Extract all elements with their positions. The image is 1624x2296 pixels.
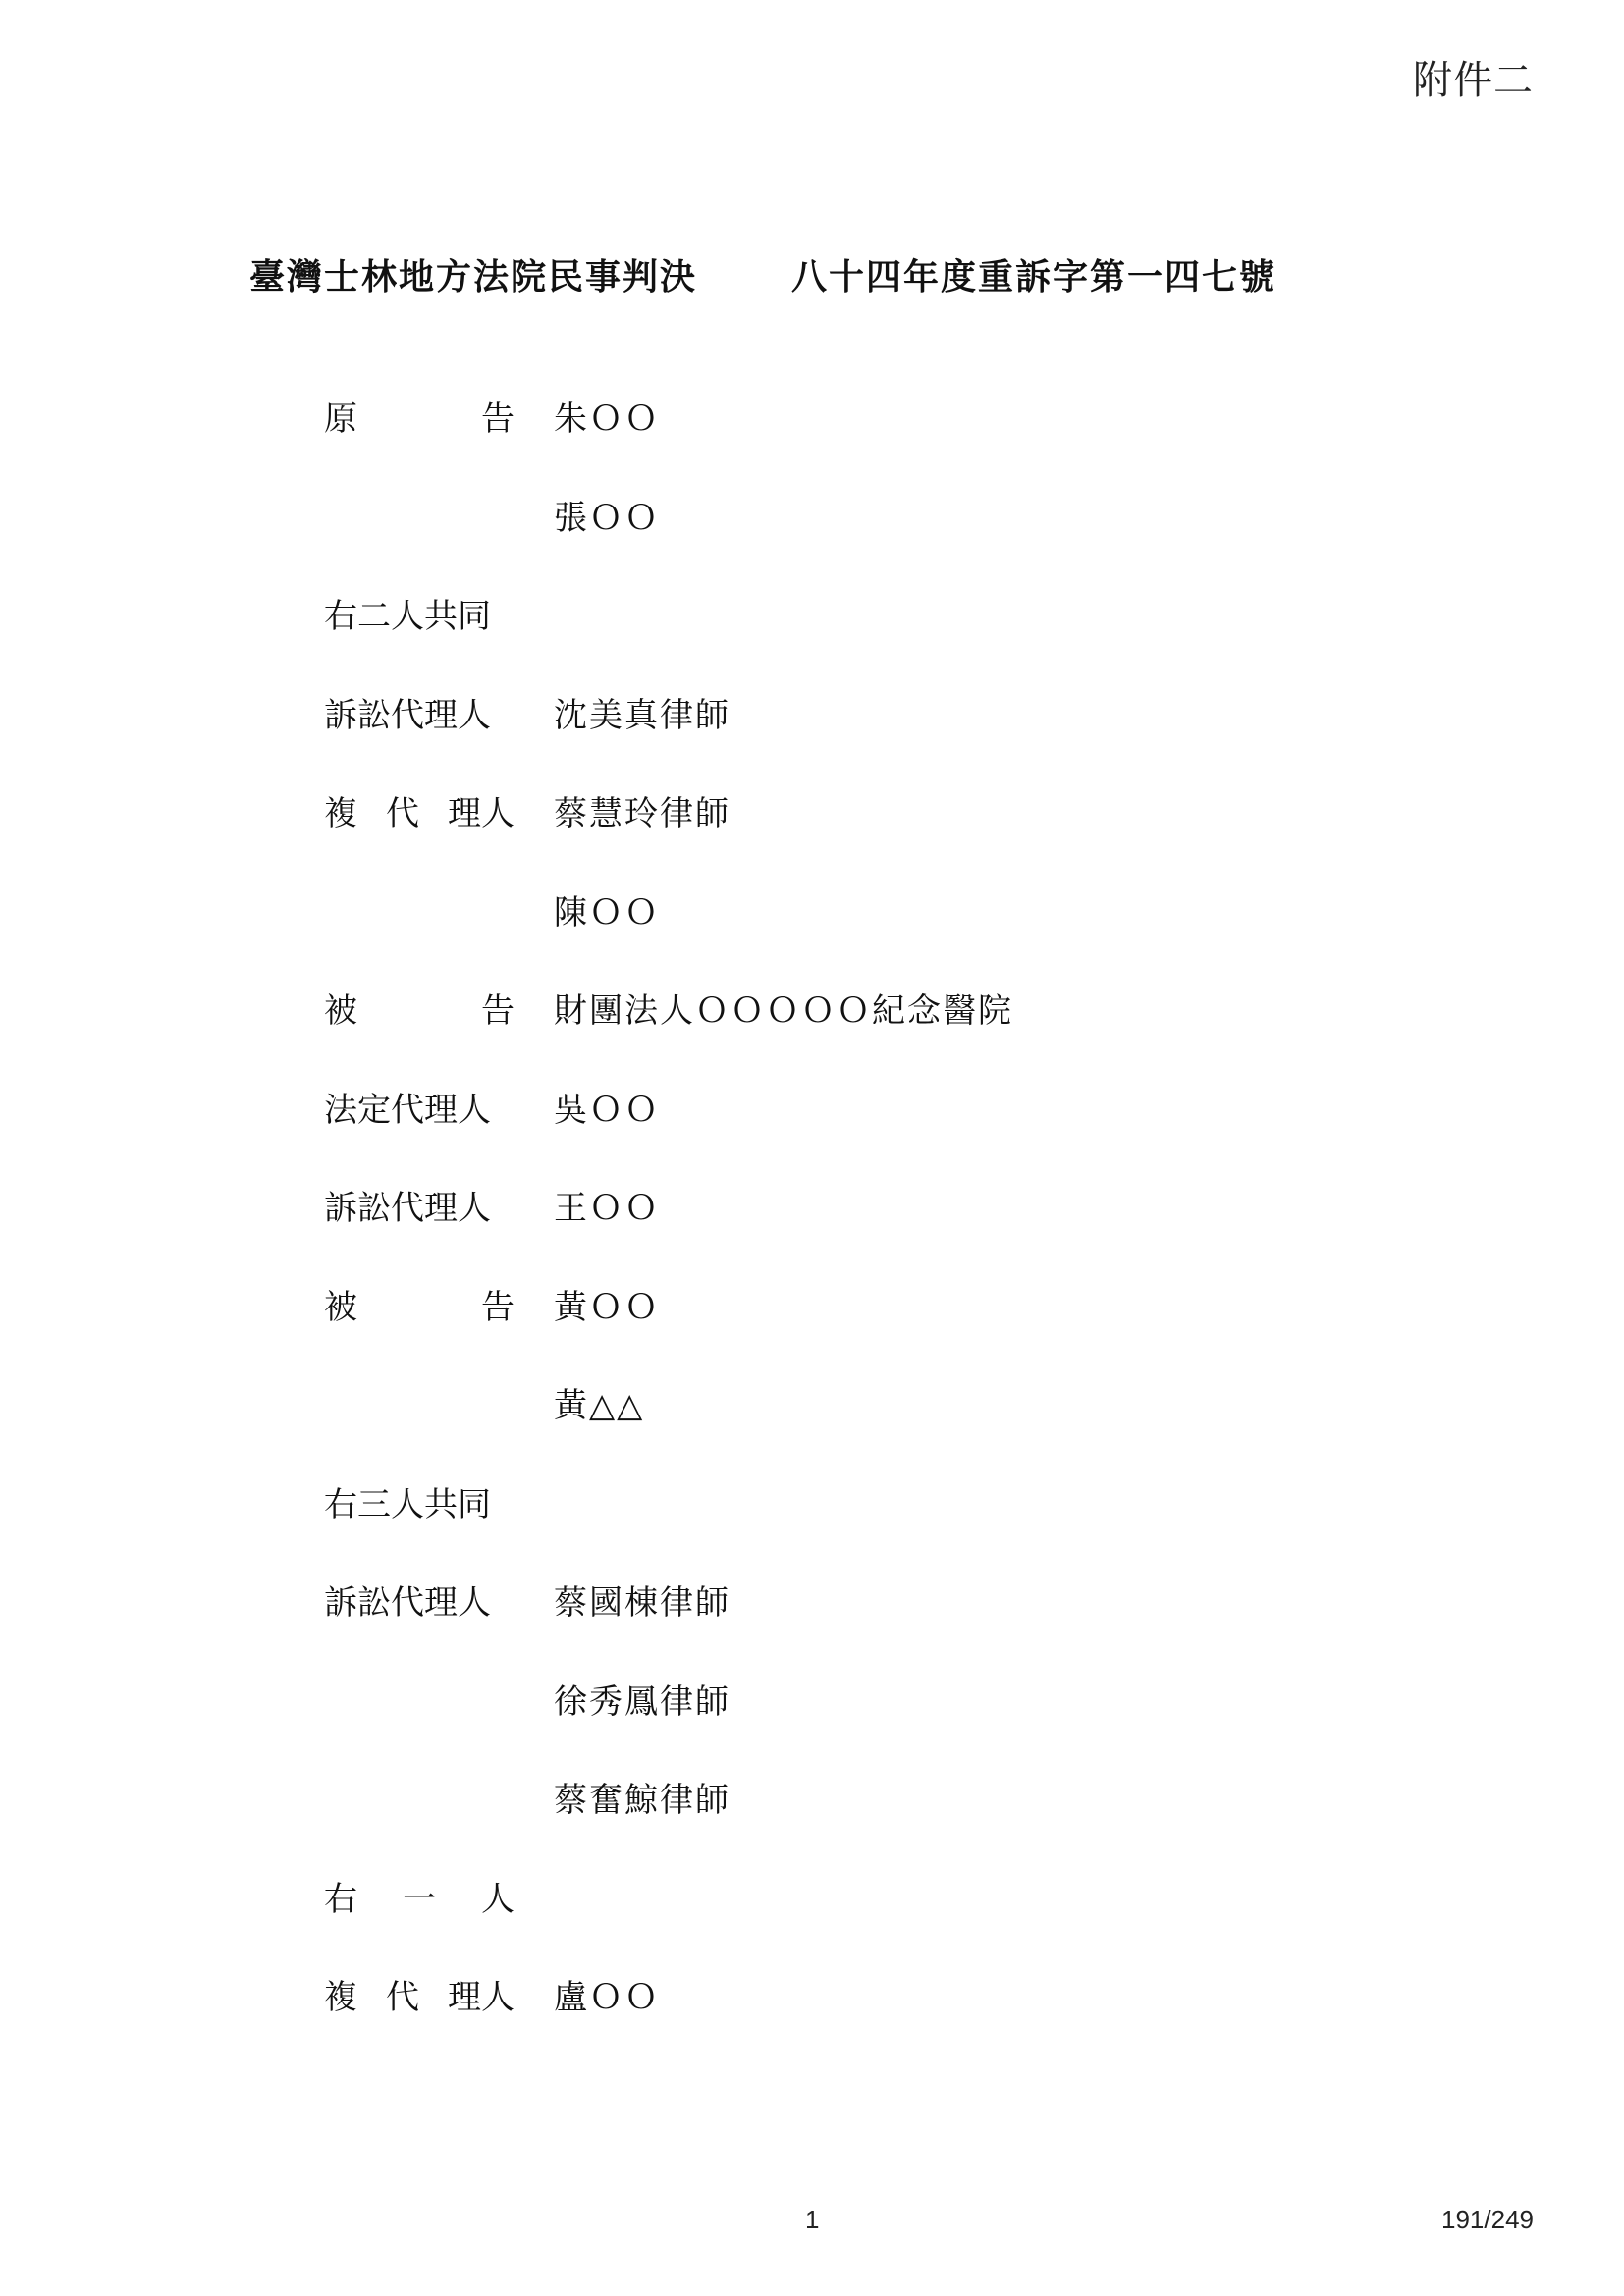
party-role-text: 複 — [324, 1978, 357, 2017]
page-total: 191/249 — [1441, 2205, 1534, 2234]
party-role — [324, 1084, 514, 1137]
party-row — [324, 1182, 1404, 1281]
party-role — [324, 985, 514, 1038]
party-row — [324, 1084, 1404, 1183]
party-role — [324, 1281, 514, 1334]
party-role-text: 被 — [324, 991, 357, 1031]
party-name: 王ＯＯ — [554, 1189, 660, 1228]
party-role — [324, 590, 514, 643]
party-role — [324, 1873, 514, 1926]
party-row — [324, 787, 1404, 886]
party-role-text: 理人 — [448, 794, 514, 833]
party-name: 黃△△ — [554, 1386, 645, 1425]
party-row — [324, 590, 1404, 689]
party-name: 朱ＯＯ — [554, 400, 660, 439]
party-role — [324, 1576, 514, 1629]
party-name: 張ＯＯ — [554, 498, 660, 538]
party-name: 黃ＯＯ — [554, 1287, 660, 1327]
party-role-text: 右三人共同 — [324, 1484, 491, 1524]
party-row — [324, 1873, 1404, 1972]
party-row — [324, 492, 1404, 591]
party-role-text: 複 — [324, 794, 357, 833]
party-role-text: 被 — [324, 1287, 357, 1327]
party-role-text: 訴訟代理人 — [324, 695, 491, 735]
document-title — [249, 249, 1276, 299]
party-role — [324, 689, 514, 742]
party-name: 盧ＯＯ — [554, 1978, 660, 2017]
party-role-text: 右 — [324, 1879, 357, 1919]
party-row — [324, 689, 1404, 788]
party-row — [324, 1281, 1404, 1380]
party-role-text: 訴訟代理人 — [324, 1189, 491, 1228]
party-role — [324, 1478, 514, 1531]
party-role-text: 理人 — [448, 1978, 514, 2017]
party-row — [324, 393, 1404, 492]
court-name: 臺灣士林地方法院民事判決 — [249, 256, 698, 297]
party-role-text: 代 — [386, 1978, 419, 2017]
party-name: 吳ＯＯ — [554, 1090, 660, 1130]
party-role-text: 代 — [386, 794, 419, 833]
party-row — [324, 886, 1404, 986]
party-role — [324, 393, 514, 446]
party-row — [324, 1478, 1404, 1577]
party-row — [324, 1379, 1404, 1478]
party-row — [324, 1676, 1404, 1775]
party-name: 財團法人ＯＯＯＯＯ紀念醫院 — [554, 991, 1013, 1031]
party-row — [324, 1774, 1404, 1873]
party-role — [324, 1971, 514, 2024]
party-role-text: 告 — [481, 1287, 514, 1327]
party-role-text: 原 — [324, 400, 357, 439]
party-row — [324, 985, 1404, 1084]
party-name: 蔡慧玲律師 — [554, 794, 731, 833]
party-name: 陳ＯＯ — [554, 892, 660, 933]
party-name: 蔡奮鯨律師 — [554, 1781, 731, 1820]
case-number: 八十四年度重訴字第一四七號 — [791, 256, 1277, 297]
party-name: 徐秀鳳律師 — [554, 1682, 731, 1722]
party-row — [324, 1971, 1404, 2070]
party-row — [324, 1576, 1404, 1676]
party-name: 沈美真律師 — [554, 695, 731, 735]
party-role-text: 右二人共同 — [324, 597, 491, 636]
party-role-text: 人 — [481, 1879, 514, 1919]
party-role-text: 訴訟代理人 — [324, 1583, 491, 1623]
party-role-text: 法定代理人 — [324, 1090, 491, 1130]
party-list — [324, 393, 1404, 2070]
party-role-text: 告 — [481, 400, 514, 439]
party-name: 蔡國棟律師 — [554, 1583, 731, 1623]
party-role — [324, 787, 514, 840]
attachment-label: 附件二 — [1413, 58, 1534, 103]
party-role — [324, 1182, 514, 1235]
party-role-text: 一 — [403, 1879, 436, 1919]
page-number: 1 — [805, 2205, 820, 2234]
party-role-text: 告 — [481, 991, 514, 1031]
